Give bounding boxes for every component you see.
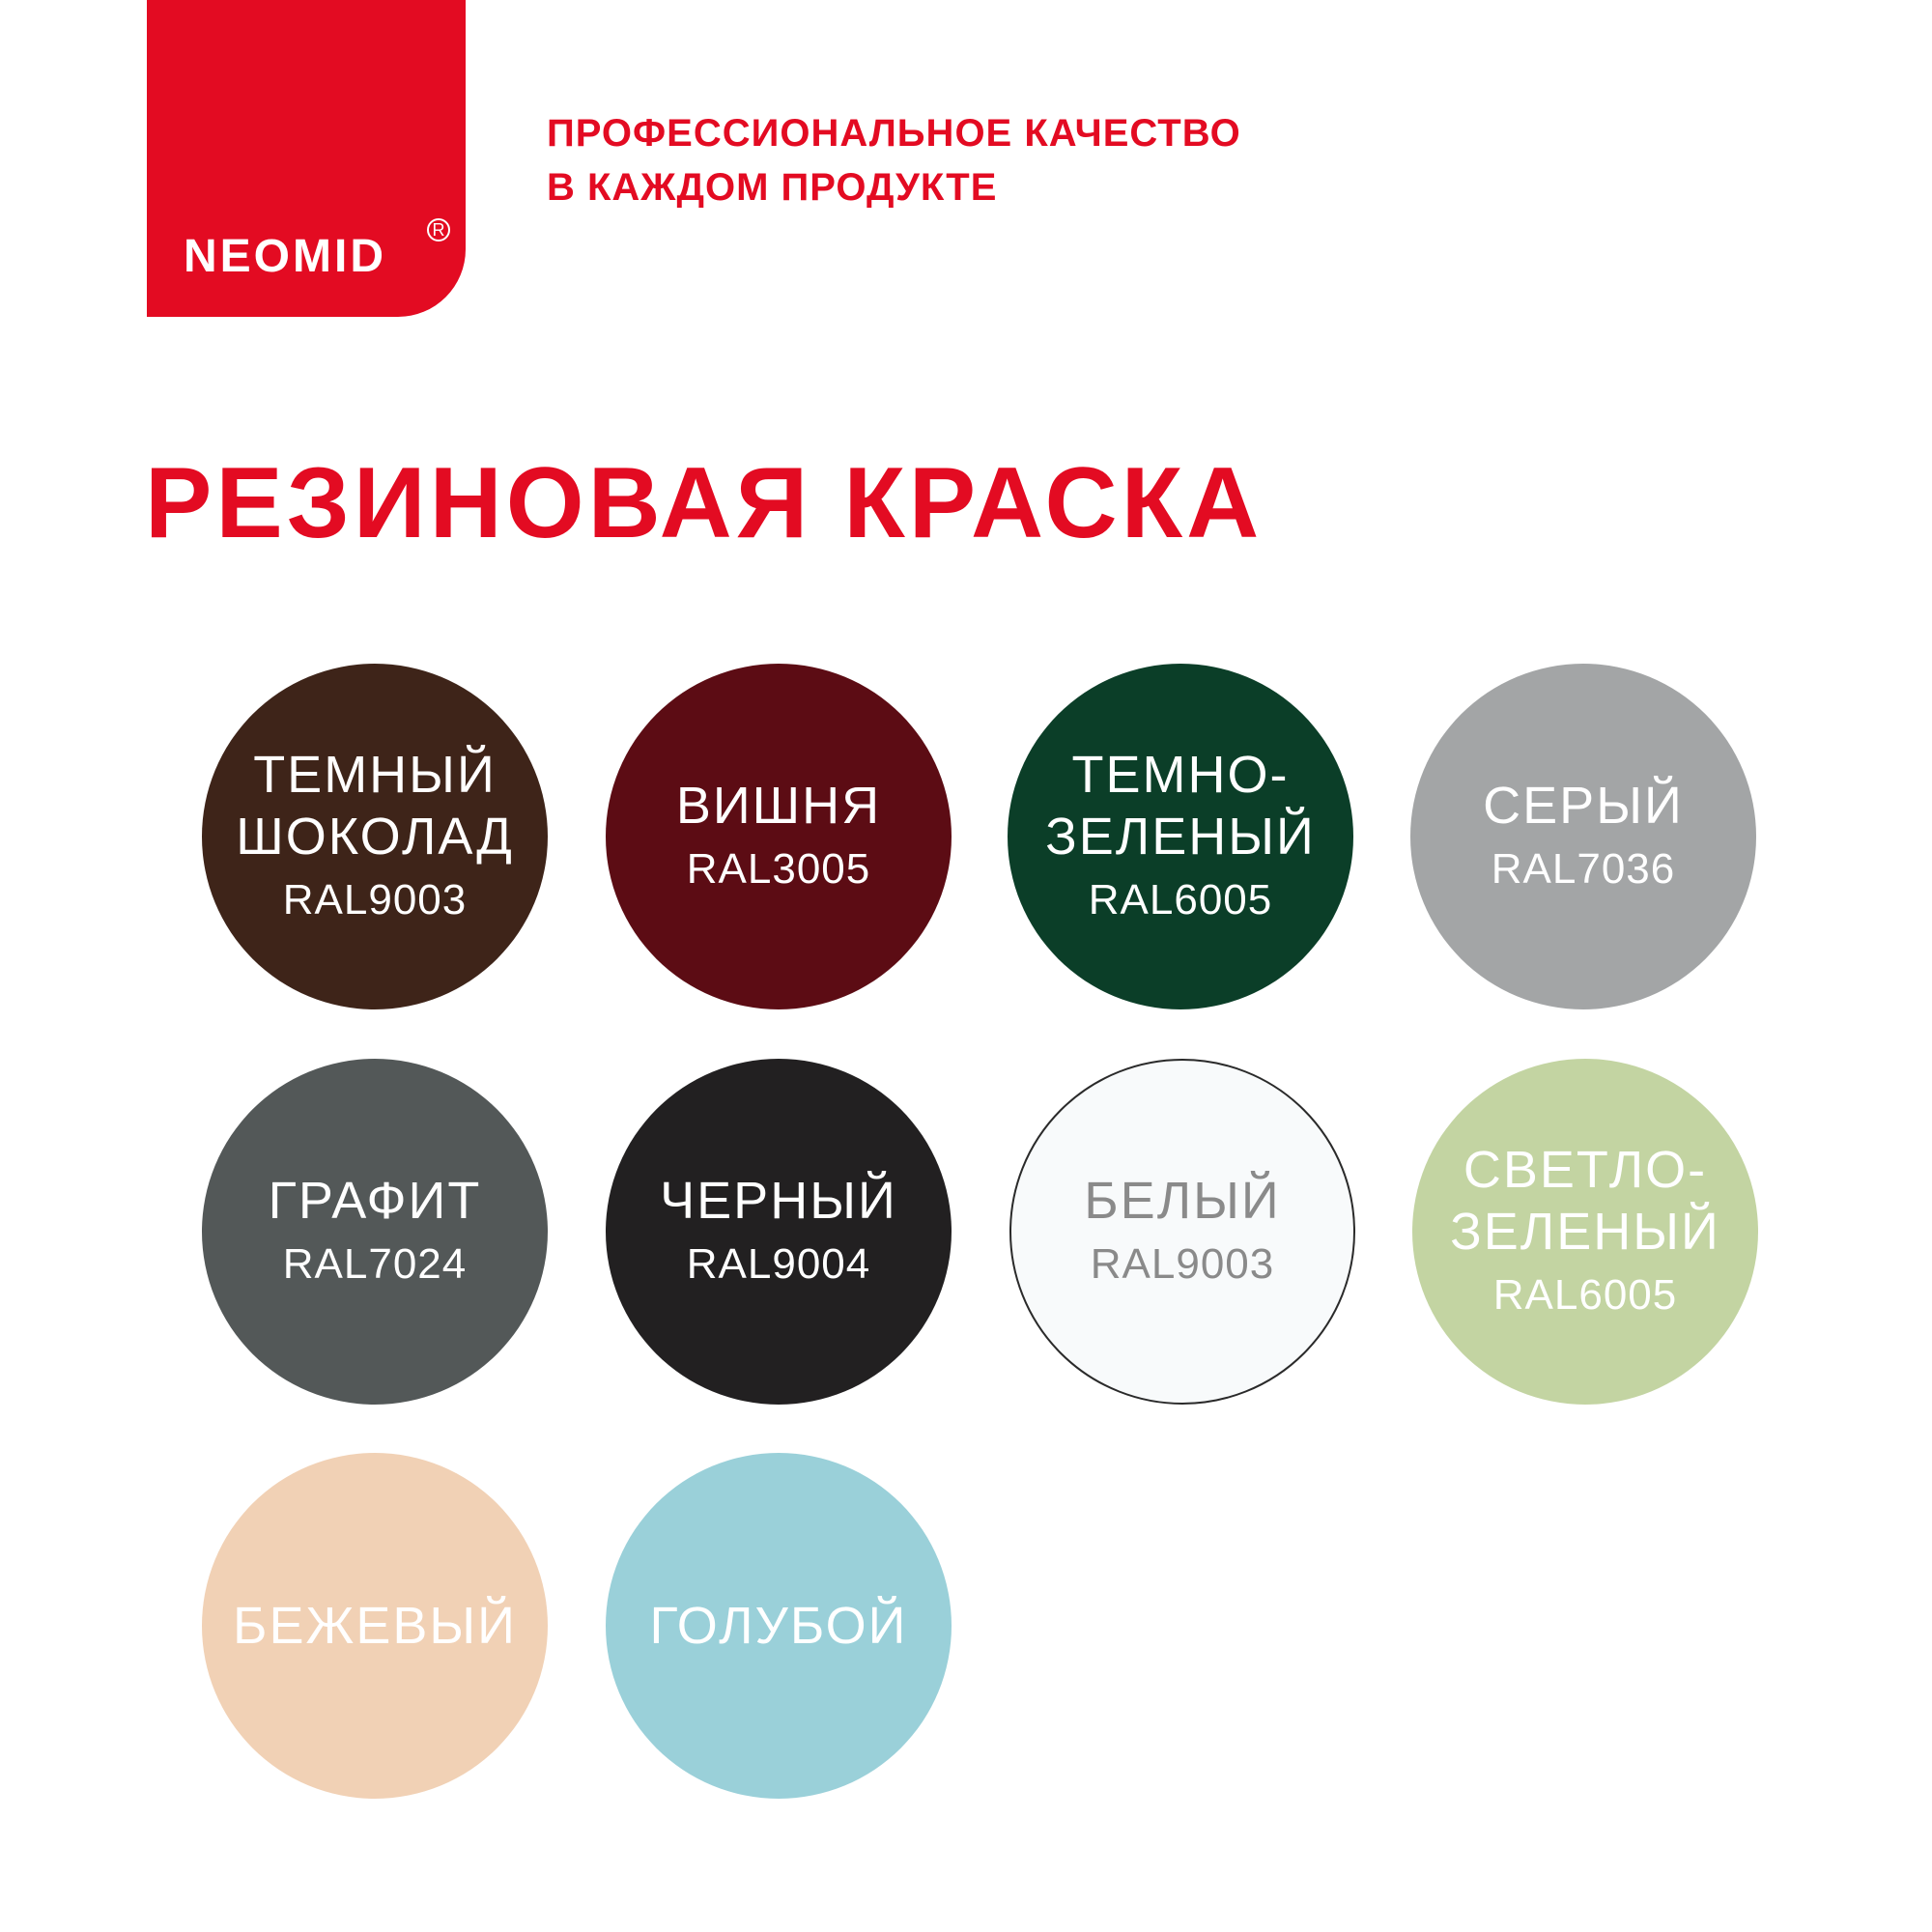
- color-code: RAL9003: [282, 876, 468, 923]
- color-swatch-dark-chocolate: [202, 664, 548, 1009]
- color-swatch-gray: [1410, 664, 1756, 1009]
- slogan: [547, 106, 1241, 214]
- color-code: RAL7036: [1491, 845, 1676, 893]
- color-code: RAL9004: [686, 1240, 871, 1288]
- logo-text: NEOMID: [184, 231, 386, 282]
- color-name: ТЕМНО- ЗЕЛЕНЫЙ: [1045, 746, 1316, 866]
- color-name: БЕЛЫЙ: [1084, 1172, 1281, 1230]
- color-swatch-light-blue: [606, 1453, 952, 1799]
- color-swatch-graphite: [202, 1059, 548, 1405]
- color-name: ЧЕРНЫЙ: [660, 1172, 897, 1230]
- color-name: ГРАФИТ: [268, 1172, 482, 1230]
- color-code: RAL7024: [282, 1240, 468, 1288]
- color-swatch-cherry: [606, 664, 952, 1009]
- color-name: ГОЛУБОЙ: [649, 1597, 908, 1655]
- color-code: RAL6005: [1088, 876, 1273, 923]
- color-name: СЕРЫЙ: [1483, 777, 1684, 835]
- slogan-line-2: В КАЖДОМ ПРОДУКТЕ: [547, 166, 998, 209]
- slogan-line-1: ПРОФЕССИОНАЛЬНОЕ КАЧЕСТВО: [547, 112, 1241, 155]
- color-code: RAL9003: [1090, 1240, 1275, 1288]
- page-title: РЕЗИНОВАЯ КРАСКА: [145, 447, 1264, 559]
- registered-mark-icon: R: [427, 218, 450, 242]
- color-name: СВЕТЛО- ЗЕЛЕНЫЙ: [1450, 1141, 1720, 1261]
- color-name: ТЕМНЫЙ ШОКОЛАД: [236, 746, 514, 866]
- color-swatch-beige: [202, 1453, 548, 1799]
- color-name: ВИШНЯ: [675, 777, 882, 835]
- color-code: RAL3005: [686, 845, 871, 893]
- color-swatch-black: [606, 1059, 952, 1405]
- color-swatch-light-green: [1412, 1059, 1758, 1405]
- color-swatch-white: [1009, 1059, 1355, 1405]
- color-swatch-dark-green: [1008, 664, 1353, 1009]
- color-code: RAL6005: [1492, 1271, 1678, 1319]
- color-name: БЕЖЕВЫЙ: [233, 1597, 517, 1655]
- brand-logo: [147, 0, 466, 317]
